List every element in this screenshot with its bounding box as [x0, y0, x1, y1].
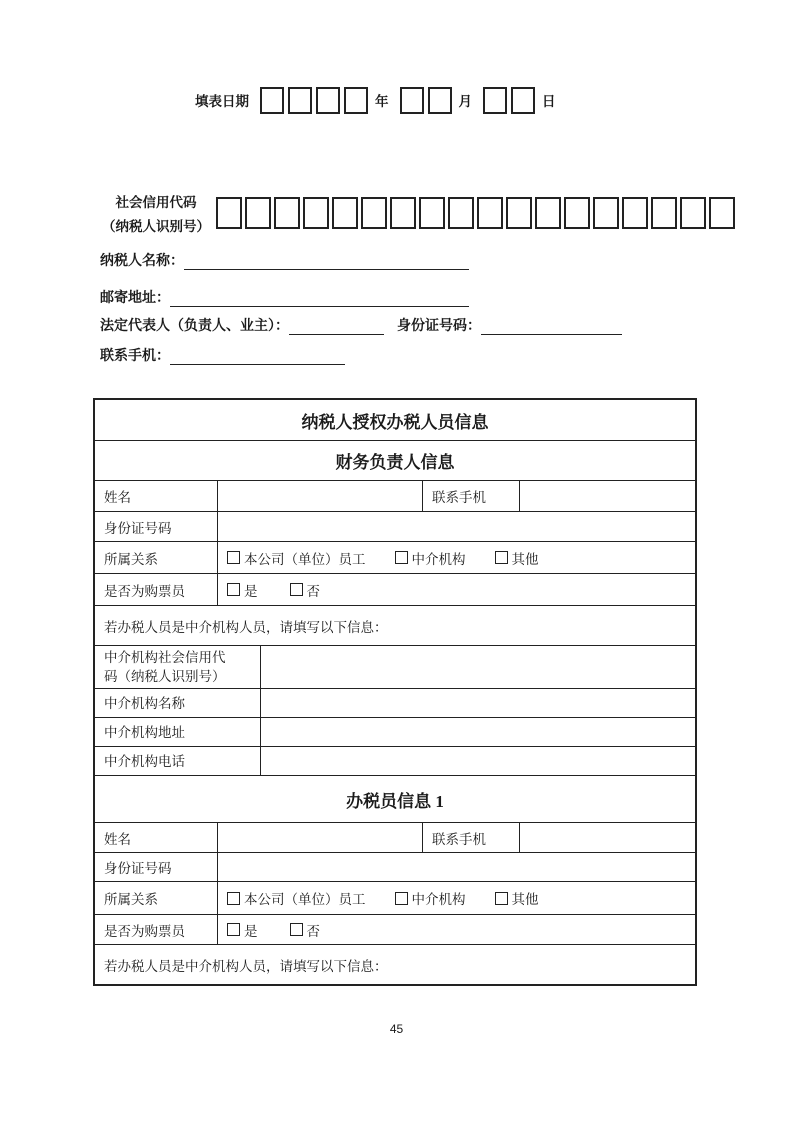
mailing-address-input[interactable] — [170, 287, 469, 307]
code-box[interactable] — [216, 197, 242, 229]
contact-mobile-row — [100, 343, 345, 365]
mailing-address-row — [100, 285, 469, 307]
id-label: 身份证号码 — [104, 520, 172, 536]
taxpayer-name-row — [100, 248, 469, 270]
mobile-label: 联系手机 — [422, 823, 519, 852]
id-input-cell[interactable] — [217, 853, 695, 881]
relation-option-other[interactable]: 其他 — [495, 888, 539, 908]
mobile-label: 联系手机 — [422, 481, 519, 511]
page-number: 45 — [389, 1022, 404, 1036]
year-box[interactable] — [288, 87, 312, 114]
agency-name-input-cell[interactable] — [260, 689, 695, 717]
agency-code-input-cell[interactable] — [260, 646, 695, 688]
month-box[interactable] — [428, 87, 452, 114]
code-box[interactable] — [709, 197, 735, 229]
day-boxes — [483, 87, 535, 114]
year-box[interactable] — [344, 87, 368, 114]
month-boxes — [400, 87, 452, 114]
code-box[interactable] — [390, 197, 416, 229]
checkbox-icon[interactable] — [495, 551, 508, 564]
agency-note: 若办税人员是中介机构人员，请填写以下信息： — [104, 958, 388, 974]
agency-name-label: 中介机构名称 — [104, 695, 185, 711]
relation-option-company[interactable]: 本公司（单位）员工 — [227, 548, 366, 568]
agency-note: 若办税人员是中介机构人员，请填写以下信息： — [104, 619, 388, 635]
agency-address-label: 中介机构地址 — [104, 724, 185, 740]
section2-title: 办税员信息 1 — [346, 791, 444, 811]
id-number-input[interactable] — [481, 315, 622, 335]
section1-title: 财务负责人信息 — [335, 453, 455, 472]
ticket-buyer-label: 是否为购票员 — [104, 583, 185, 599]
id-label: 身份证号码 — [104, 861, 172, 876]
checkbox-icon[interactable] — [395, 551, 408, 564]
legal-rep-row — [100, 313, 622, 335]
code-box[interactable] — [651, 197, 677, 229]
code-box[interactable] — [419, 197, 445, 229]
checkbox-icon[interactable] — [290, 583, 303, 596]
checkbox-icon[interactable] — [395, 892, 408, 905]
day-box[interactable] — [511, 87, 535, 114]
day-label: 日 — [542, 94, 556, 109]
checkbox-icon[interactable] — [290, 923, 303, 936]
legal-rep-label: 法定代表人（负责人、业主）： — [100, 319, 289, 334]
name-label: 姓名 — [104, 490, 131, 505]
id-input-cell[interactable] — [217, 512, 695, 541]
contact-mobile-input[interactable] — [170, 345, 345, 365]
relation-option-agency[interactable]: 中介机构 — [395, 888, 466, 908]
credit-code-label-line2: （纳税人识别号） — [102, 219, 210, 234]
code-box[interactable] — [680, 197, 706, 229]
code-box[interactable] — [622, 197, 648, 229]
ticket-buyer-options-cell — [217, 915, 695, 944]
name-label: 姓名 — [104, 831, 131, 847]
code-box[interactable] — [303, 197, 329, 229]
year-label: 年 — [375, 94, 389, 109]
code-box[interactable] — [506, 197, 532, 229]
mailing-address-label: 邮寄地址： — [100, 291, 170, 306]
table-title: 纳税人授权办税人员信息 — [301, 412, 489, 432]
ticket-option-yes[interactable]: 是 — [227, 920, 258, 940]
legal-rep-input[interactable] — [289, 315, 384, 335]
agency-code-label: 中介机构社会信用代 码（纳税人识别号） — [104, 650, 226, 684]
fill-date-row — [195, 85, 556, 115]
taxpayer-name-label: 纳税人名称： — [100, 254, 184, 269]
code-box[interactable] — [332, 197, 358, 229]
checkbox-icon[interactable] — [495, 892, 508, 905]
agency-phone-label: 中介机构电话 — [104, 753, 185, 769]
ticket-option-no[interactable]: 否 — [290, 580, 321, 600]
ticket-buyer-options-cell — [217, 574, 695, 605]
credit-code-boxes — [216, 197, 735, 229]
name-input-cell[interactable] — [217, 481, 422, 511]
day-box[interactable] — [483, 87, 507, 114]
code-box[interactable] — [274, 197, 300, 229]
checkbox-icon[interactable] — [227, 583, 240, 596]
relation-label: 所属关系 — [104, 551, 158, 567]
ticket-option-yes[interactable]: 是 — [227, 580, 258, 600]
month-box[interactable] — [400, 87, 424, 114]
relation-options-cell — [217, 882, 695, 914]
relation-option-agency[interactable]: 中介机构 — [395, 548, 466, 568]
code-box[interactable] — [535, 197, 561, 229]
taxpayer-name-input[interactable] — [184, 250, 469, 270]
fill-date-label: 填表日期 — [195, 94, 249, 109]
code-box[interactable] — [593, 197, 619, 229]
ticket-buyer-label: 是否为购票员 — [104, 923, 185, 939]
contact-mobile-label: 联系手机： — [100, 349, 170, 364]
authorized-personnel-table — [93, 398, 697, 986]
credit-code-label — [95, 191, 217, 239]
year-box[interactable] — [260, 87, 284, 114]
mobile-input-cell[interactable] — [519, 481, 695, 511]
id-number-label: 身份证号码： — [397, 319, 481, 334]
ticket-option-no[interactable]: 否 — [290, 920, 321, 940]
checkbox-icon[interactable] — [227, 923, 240, 936]
month-label: 月 — [458, 94, 472, 109]
name-input-cell[interactable] — [217, 823, 422, 852]
relation-options-cell — [217, 542, 695, 573]
agency-address-input-cell[interactable] — [260, 718, 695, 746]
relation-option-company[interactable]: 本公司（单位）员工 — [227, 888, 366, 908]
code-box[interactable] — [477, 197, 503, 229]
code-box[interactable] — [564, 197, 590, 229]
checkbox-icon[interactable] — [227, 892, 240, 905]
code-box[interactable] — [245, 197, 271, 229]
relation-label: 所属关系 — [104, 892, 158, 907]
agency-phone-input-cell[interactable] — [260, 747, 695, 775]
relation-option-other[interactable]: 其他 — [495, 548, 539, 568]
code-box[interactable] — [448, 197, 474, 229]
checkbox-icon[interactable] — [227, 551, 240, 564]
mobile-input-cell[interactable] — [519, 823, 695, 852]
year-boxes — [260, 87, 368, 114]
credit-code-label-line1: 社会信用代码 — [115, 195, 197, 210]
code-box[interactable] — [361, 197, 387, 229]
year-box[interactable] — [316, 87, 340, 114]
